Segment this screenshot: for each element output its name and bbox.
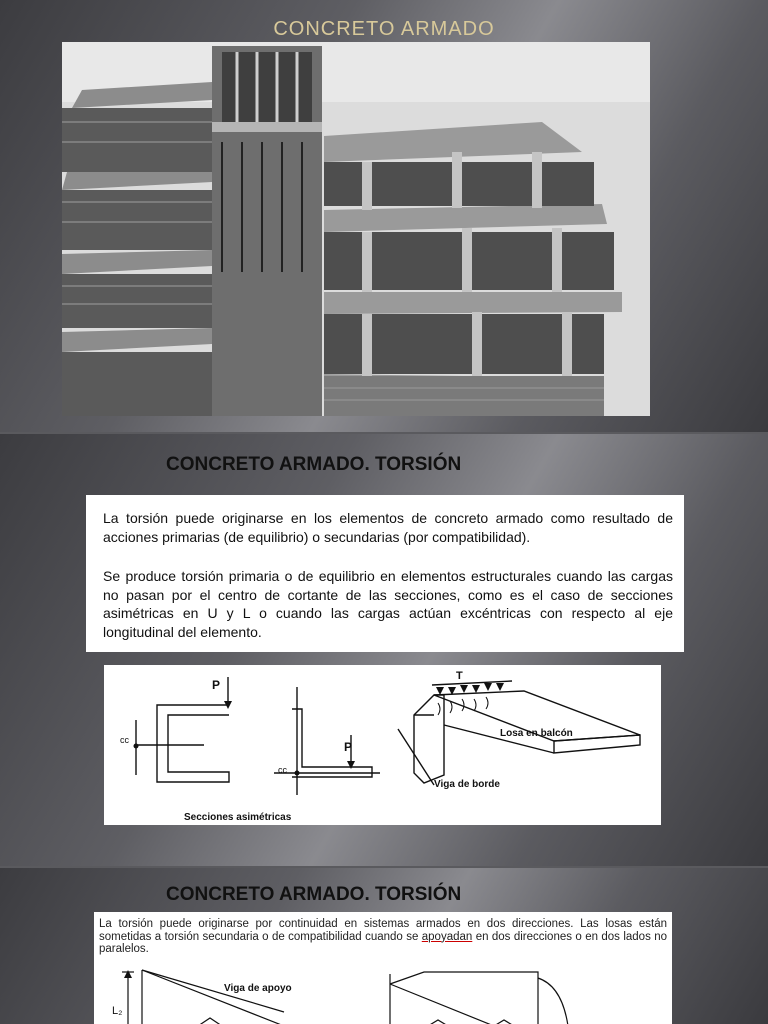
viga-borde-label: Viga de borde [434, 779, 500, 790]
slide-3-paragraph [99, 918, 667, 956]
slide-2 [0, 434, 768, 866]
p-label-1: P [212, 678, 221, 692]
slide-2-paragraph-1: La torsión puede originarse en los elementos de concreto armado como resultado de acciones primarias (de equilibrio) o secundarias (por compatibilidad). [103, 510, 673, 545]
slide-3-figure-drawing [94, 956, 672, 1024]
l2-label: L₂ [112, 1005, 123, 1017]
secciones-asimetricas-caption: Secciones asimétricas [184, 812, 292, 823]
building-photo-drawing [62, 42, 650, 416]
slide-3 [0, 868, 768, 1024]
slide-1 [0, 0, 768, 432]
slide-2-text-box [86, 495, 684, 652]
slide-2-title: CONCRETO ARMADO. TORSIÓN [166, 454, 462, 475]
p-label-2: P [344, 740, 353, 754]
slide-3-text-underlined: apoyadan [421, 930, 473, 943]
cc-label-2: cc [278, 765, 287, 775]
losa-balcon-label: Losa en balcón [500, 728, 573, 739]
slide-3-text-before: La torsión puede originarse por continuidad en sistemas armados en dos direcciones. Las losas están sometidas a torsión secundaria o de compatibilidad cuando se [99, 918, 667, 943]
slide-3-title: CONCRETO ARMADO. TORSIÓN [166, 884, 462, 905]
slide-3-text-box [94, 912, 672, 1024]
slide-2-paragraph-2: Se produce torsión primaria o de equilibrio en elementos estructurales cuando las cargas no pasan por el centro de cortante de las secciones, como es el caso de secciones asimétricas en U y L o cuando las cargas actúan excéntricas con respecto al eje longitudinal del elemento. [103, 568, 673, 640]
slide-3-text-after: en dos direcciones o en dos lados no paralelos. [99, 930, 668, 955]
slide-1-title: CONCRETO ARMADO [273, 18, 495, 40]
viga-apoyo-label: Viga de apoyo [224, 983, 292, 994]
building-photo [62, 42, 650, 416]
torsion-figure-drawing [104, 665, 661, 825]
torsion-figure [104, 665, 661, 825]
cc-label-1: cc [120, 735, 129, 745]
t-label: T [456, 670, 463, 682]
